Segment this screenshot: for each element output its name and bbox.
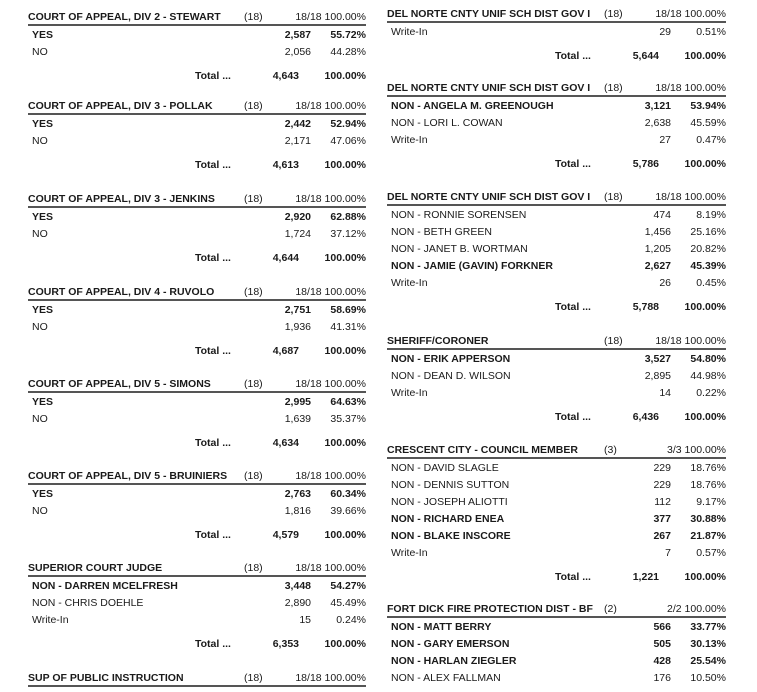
contest-block — [28, 189, 366, 267]
precinct-count: (18) — [244, 100, 263, 112]
candidate-percent: 10.50% — [690, 671, 726, 684]
candidate-row — [387, 618, 726, 635]
contest-total-row — [28, 342, 366, 360]
candidate-votes: 2,751 — [284, 303, 311, 316]
precincts-reporting: 18/18 100.00% — [295, 100, 366, 112]
contest-header — [387, 331, 726, 350]
candidate-name: NON - LORI L. COWAN — [391, 116, 503, 129]
contest-total-row — [28, 67, 366, 85]
candidate-row — [28, 132, 366, 149]
candidate-row — [28, 410, 366, 427]
total-percent: 100.00% — [684, 50, 726, 62]
contest-total-row — [387, 568, 726, 586]
candidate-percent: 62.88% — [330, 210, 366, 223]
precincts-reporting: 18/18 100.00% — [295, 286, 366, 298]
candidate-votes: 176 — [653, 671, 671, 684]
contest-header — [28, 668, 366, 687]
candidate-votes: 1,205 — [644, 242, 671, 255]
contest-block — [28, 96, 366, 174]
total-percent: 100.00% — [324, 638, 366, 650]
contest-block — [28, 466, 366, 544]
candidate-row — [28, 43, 366, 60]
candidate-percent: 0.22% — [696, 386, 726, 399]
total-percent: 100.00% — [684, 571, 726, 583]
candidate-percent: 30.88% — [690, 512, 726, 525]
candidate-percent: 47.06% — [330, 134, 366, 147]
precinct-count: (18) — [244, 562, 263, 574]
candidate-votes: 2,763 — [284, 487, 311, 500]
candidate-percent: 44.98% — [690, 369, 726, 382]
contest-title: COURT OF APPEAL, DIV 4 - RUVOLO — [28, 286, 215, 298]
contest-title: COURT OF APPEAL, DIV 3 - POLLAK — [28, 100, 213, 112]
precincts-reporting: 18/18 100.00% — [655, 82, 726, 94]
candidate-name: YES — [32, 303, 54, 316]
candidate-percent: 0.24% — [336, 613, 366, 626]
candidate-votes: 1,639 — [284, 412, 311, 425]
candidate-name: NON - RICHARD ENEA — [391, 512, 505, 525]
candidate-name: Write-In — [391, 386, 428, 399]
total-votes: 1,221 — [632, 571, 659, 583]
contest-header — [28, 374, 366, 393]
candidate-votes: 2,056 — [284, 45, 311, 58]
candidate-percent: 0.57% — [696, 546, 726, 559]
candidate-name: YES — [32, 395, 54, 408]
contest-block — [28, 668, 366, 687]
total-votes: 4,687 — [272, 345, 299, 357]
candidate-percent: 8.19% — [696, 208, 726, 221]
total-label: Total ... — [195, 159, 231, 171]
candidate-percent: 0.47% — [696, 133, 726, 146]
candidate-percent: 44.28% — [330, 45, 366, 58]
precinct-count: (18) — [244, 286, 263, 298]
candidate-name: NON - BETH GREEN — [391, 225, 492, 238]
candidate-row — [387, 131, 726, 148]
candidate-votes: 1,936 — [284, 320, 311, 333]
contest-block — [28, 558, 366, 653]
candidate-name: YES — [32, 487, 54, 500]
precincts-reporting: 18/18 100.00% — [295, 470, 366, 482]
candidate-name: Write-In — [391, 133, 428, 146]
candidate-row — [28, 393, 366, 410]
candidate-votes: 428 — [653, 654, 671, 667]
candidate-row — [387, 114, 726, 131]
candidate-name: NON - JOSEPH ALIOTTI — [391, 495, 508, 508]
total-votes: 5,788 — [632, 301, 659, 313]
candidate-votes: 2,442 — [284, 117, 311, 130]
contest-total-row — [387, 47, 726, 65]
candidate-votes: 1,456 — [644, 225, 671, 238]
candidate-name: NON - ALEX FALLMAN — [391, 671, 501, 684]
total-percent: 100.00% — [324, 252, 366, 264]
candidate-row — [387, 223, 726, 240]
precincts-reporting: 18/18 100.00% — [655, 191, 726, 203]
candidate-name: NO — [32, 134, 48, 147]
total-percent: 100.00% — [324, 437, 366, 449]
total-votes: 4,579 — [272, 529, 299, 541]
contest-header — [28, 96, 366, 115]
candidate-name: NON - BLAKE INSCORE — [391, 529, 511, 542]
candidate-percent: 54.27% — [330, 579, 366, 592]
candidate-row — [387, 23, 726, 40]
total-votes: 5,786 — [632, 158, 659, 170]
candidate-name: NON - ANGELA M. GREENOUGH — [391, 99, 554, 112]
candidate-votes: 14 — [659, 386, 671, 399]
candidate-row — [28, 318, 366, 335]
precincts-reporting: 18/18 100.00% — [655, 8, 726, 20]
candidate-votes: 112 — [654, 495, 671, 508]
candidate-percent: 45.59% — [690, 116, 726, 129]
candidate-name: NON - DARREN MCELFRESH — [32, 579, 178, 592]
candidate-name: NON - DENNIS SUTTON — [391, 478, 510, 491]
candidate-votes: 2,995 — [284, 395, 311, 408]
contest-header — [28, 558, 366, 577]
candidate-votes: 27 — [659, 133, 671, 146]
candidate-votes: 26 — [659, 276, 671, 289]
contest-header — [387, 599, 726, 618]
precincts-reporting: 18/18 100.00% — [295, 11, 366, 23]
candidate-row — [387, 350, 726, 367]
candidate-row — [387, 240, 726, 257]
candidate-percent: 9.17% — [696, 495, 726, 508]
precinct-count: (2) — [604, 603, 617, 615]
candidate-name: Write-In — [391, 276, 428, 289]
contest-title: SHERIFF/CORONER — [387, 335, 489, 347]
total-label: Total ... — [555, 411, 591, 423]
candidate-row — [387, 476, 726, 493]
total-percent: 100.00% — [324, 529, 366, 541]
candidate-votes: 2,171 — [284, 134, 311, 147]
candidate-percent: 60.34% — [330, 487, 366, 500]
total-votes: 4,644 — [272, 252, 299, 264]
contest-title: DEL NORTE CNTY UNIF SCH DIST GOV I — [387, 191, 591, 203]
contest-total-row — [387, 155, 726, 173]
precinct-count: (18) — [244, 470, 263, 482]
candidate-percent: 64.63% — [330, 395, 366, 408]
candidate-name: NON - MATT BERRY — [391, 620, 492, 633]
candidate-votes: 1,816 — [284, 504, 311, 517]
candidate-votes: 377 — [653, 512, 671, 525]
contest-block — [28, 7, 366, 85]
precinct-count: (3) — [604, 444, 617, 456]
candidate-row — [28, 301, 366, 318]
contest-header — [387, 187, 726, 206]
candidate-percent: 52.94% — [330, 117, 366, 130]
candidate-name: NON - RONNIE SORENSEN — [391, 208, 527, 221]
candidate-percent: 41.31% — [330, 320, 366, 333]
candidate-row — [387, 459, 726, 476]
candidate-row — [387, 669, 726, 686]
candidate-percent: 58.69% — [330, 303, 366, 316]
precincts-reporting: 18/18 100.00% — [295, 378, 366, 390]
candidate-percent: 45.49% — [330, 596, 366, 609]
candidate-votes: 267 — [653, 529, 671, 542]
precinct-count: (18) — [244, 11, 263, 23]
candidate-percent: 25.16% — [690, 225, 726, 238]
total-percent: 100.00% — [684, 301, 726, 313]
candidate-votes: 229 — [653, 461, 671, 474]
candidate-votes: 2,890 — [284, 596, 311, 609]
candidate-row — [387, 206, 726, 223]
total-votes: 6,436 — [632, 411, 659, 423]
contest-block — [387, 599, 726, 686]
candidate-row — [28, 26, 366, 43]
precinct-count: (18) — [604, 335, 623, 347]
total-votes: 4,613 — [272, 159, 299, 171]
contest-title: COURT OF APPEAL, DIV 5 - BRUINIERS — [28, 470, 228, 482]
candidate-votes: 474 — [653, 208, 671, 221]
candidate-votes: 2,638 — [644, 116, 671, 129]
candidate-percent: 18.76% — [690, 478, 726, 491]
candidate-percent: 53.94% — [690, 99, 726, 112]
candidate-name: NO — [32, 227, 48, 240]
contest-title: COURT OF APPEAL, DIV 3 - JENKINS — [28, 193, 215, 205]
contest-title: DEL NORTE CNTY UNIF SCH DIST GOV I — [387, 8, 591, 20]
candidate-row — [387, 97, 726, 114]
total-percent: 100.00% — [324, 159, 366, 171]
precinct-count: (18) — [244, 672, 263, 684]
contest-block — [387, 187, 726, 316]
candidate-percent: 20.82% — [690, 242, 726, 255]
contest-block — [28, 282, 366, 360]
total-percent: 100.00% — [324, 345, 366, 357]
candidate-row — [387, 652, 726, 669]
candidate-percent: 39.66% — [330, 504, 366, 517]
total-percent: 100.00% — [684, 158, 726, 170]
contest-total-row — [387, 408, 726, 426]
candidate-votes: 3,121 — [644, 99, 671, 112]
total-label: Total ... — [555, 571, 591, 583]
candidate-row — [387, 384, 726, 401]
contest-header — [28, 7, 366, 26]
candidate-percent: 21.87% — [690, 529, 726, 542]
candidate-name: Write-In — [391, 25, 428, 38]
candidate-votes: 2,920 — [284, 210, 311, 223]
candidate-percent: 33.77% — [690, 620, 726, 633]
candidate-votes: 3,527 — [644, 352, 671, 365]
candidate-row — [387, 544, 726, 561]
total-label: Total ... — [195, 529, 231, 541]
total-label: Total ... — [555, 158, 591, 170]
candidate-name: NON - JANET B. WORTMAN — [391, 242, 528, 255]
precincts-reporting: 18/18 100.00% — [295, 672, 366, 684]
total-votes: 5,644 — [632, 50, 659, 62]
contest-header — [28, 189, 366, 208]
precinct-count: (18) — [244, 378, 263, 390]
candidate-row — [28, 485, 366, 502]
candidate-percent: 55.72% — [330, 28, 366, 41]
total-label: Total ... — [195, 252, 231, 264]
candidate-row — [387, 635, 726, 652]
candidate-row — [28, 611, 366, 628]
candidate-name: NON - JAMIE (GAVIN) FORKNER — [391, 259, 553, 272]
candidate-votes: 1,724 — [284, 227, 311, 240]
precinct-count: (18) — [604, 191, 623, 203]
candidate-name: Write-In — [32, 613, 69, 626]
candidate-row — [387, 493, 726, 510]
total-label: Total ... — [555, 301, 591, 313]
candidate-name: YES — [32, 28, 54, 41]
candidate-percent: 35.37% — [330, 412, 366, 425]
candidate-votes: 2,587 — [284, 28, 311, 41]
candidate-name: NON - GARY EMERSON — [391, 637, 510, 650]
total-percent: 100.00% — [324, 70, 366, 82]
candidate-name: NON - DAVID SLAGLE — [391, 461, 499, 474]
candidate-row — [28, 115, 366, 132]
contest-title: CRESCENT CITY - COUNCIL MEMBER — [387, 444, 578, 456]
contest-block — [387, 440, 726, 586]
total-label: Total ... — [195, 437, 231, 449]
candidate-name: NON - HARLAN ZIEGLER — [391, 654, 517, 667]
candidate-percent: 0.45% — [696, 276, 726, 289]
candidate-percent: 45.39% — [690, 259, 726, 272]
contest-block — [387, 4, 726, 65]
contest-total-row — [28, 635, 366, 653]
precinct-count: (18) — [604, 82, 623, 94]
candidate-percent: 37.12% — [330, 227, 366, 240]
candidate-percent: 30.13% — [690, 637, 726, 650]
candidate-row — [28, 577, 366, 594]
candidate-votes: 3,448 — [284, 579, 311, 592]
total-label: Total ... — [195, 638, 231, 650]
candidate-name: NO — [32, 45, 48, 58]
candidate-row — [387, 257, 726, 274]
contest-total-row — [28, 156, 366, 174]
candidate-votes: 7 — [665, 546, 671, 559]
precincts-reporting: 3/3 100.00% — [667, 444, 726, 456]
contest-header — [387, 4, 726, 23]
precinct-count: (18) — [604, 8, 623, 20]
contest-header — [387, 440, 726, 459]
precincts-reporting: 18/18 100.00% — [655, 335, 726, 347]
precincts-reporting: 2/2 100.00% — [667, 603, 726, 615]
candidate-name: NON - ERIK APPERSON — [391, 352, 511, 365]
contest-title: FORT DICK FIRE PROTECTION DIST - BF — [387, 603, 593, 615]
contest-header — [28, 282, 366, 301]
contest-header — [387, 78, 726, 97]
candidate-votes: 2,895 — [644, 369, 671, 382]
contest-title: SUP OF PUBLIC INSTRUCTION — [28, 672, 184, 684]
contest-total-row — [387, 298, 726, 316]
candidate-row — [28, 594, 366, 611]
contest-block — [387, 331, 726, 426]
candidate-row — [28, 502, 366, 519]
candidate-name: NO — [32, 320, 48, 333]
candidate-name: NON - DEAN D. WILSON — [391, 369, 511, 382]
contest-title: COURT OF APPEAL, DIV 2 - STEWART — [28, 11, 221, 23]
candidate-name: NO — [32, 412, 48, 425]
candidate-row — [28, 225, 366, 242]
candidate-votes: 2,627 — [644, 259, 671, 272]
precincts-reporting: 18/18 100.00% — [295, 193, 366, 205]
total-label: Total ... — [555, 50, 591, 62]
candidate-percent: 0.51% — [696, 25, 726, 38]
contest-title: DEL NORTE CNTY UNIF SCH DIST GOV I — [387, 82, 591, 94]
contest-block — [28, 374, 366, 452]
total-percent: 100.00% — [684, 411, 726, 423]
precinct-count: (18) — [244, 193, 263, 205]
candidate-name: YES — [32, 210, 54, 223]
candidate-name: NON - CHRIS DOEHLE — [32, 596, 144, 609]
candidate-votes: 566 — [653, 620, 671, 633]
contest-title: COURT OF APPEAL, DIV 5 - SIMONS — [28, 378, 211, 390]
contest-block — [387, 78, 726, 173]
candidate-percent: 54.80% — [690, 352, 726, 365]
candidate-name: NO — [32, 504, 48, 517]
total-label: Total ... — [195, 70, 231, 82]
candidate-name: Write-In — [391, 546, 428, 559]
candidate-votes: 29 — [659, 25, 671, 38]
candidate-name: YES — [32, 117, 54, 130]
candidate-row — [387, 367, 726, 384]
contest-total-row — [28, 526, 366, 544]
candidate-percent: 25.54% — [690, 654, 726, 667]
candidate-votes: 15 — [299, 613, 311, 626]
contest-title: SUPERIOR COURT JUDGE — [28, 562, 163, 574]
candidate-votes: 505 — [653, 637, 671, 650]
total-votes: 6,353 — [272, 638, 299, 650]
candidate-row — [387, 274, 726, 291]
candidate-row — [387, 527, 726, 544]
total-votes: 4,643 — [272, 70, 299, 82]
total-votes: 4,634 — [272, 437, 299, 449]
contest-total-row — [28, 434, 366, 452]
candidate-votes: 229 — [653, 478, 671, 491]
candidate-percent: 18.76% — [690, 461, 726, 474]
candidate-row — [387, 510, 726, 527]
total-label: Total ... — [195, 345, 231, 357]
precincts-reporting: 18/18 100.00% — [295, 562, 366, 574]
candidate-row — [28, 208, 366, 225]
contest-total-row — [28, 249, 366, 267]
contest-header — [28, 466, 366, 485]
